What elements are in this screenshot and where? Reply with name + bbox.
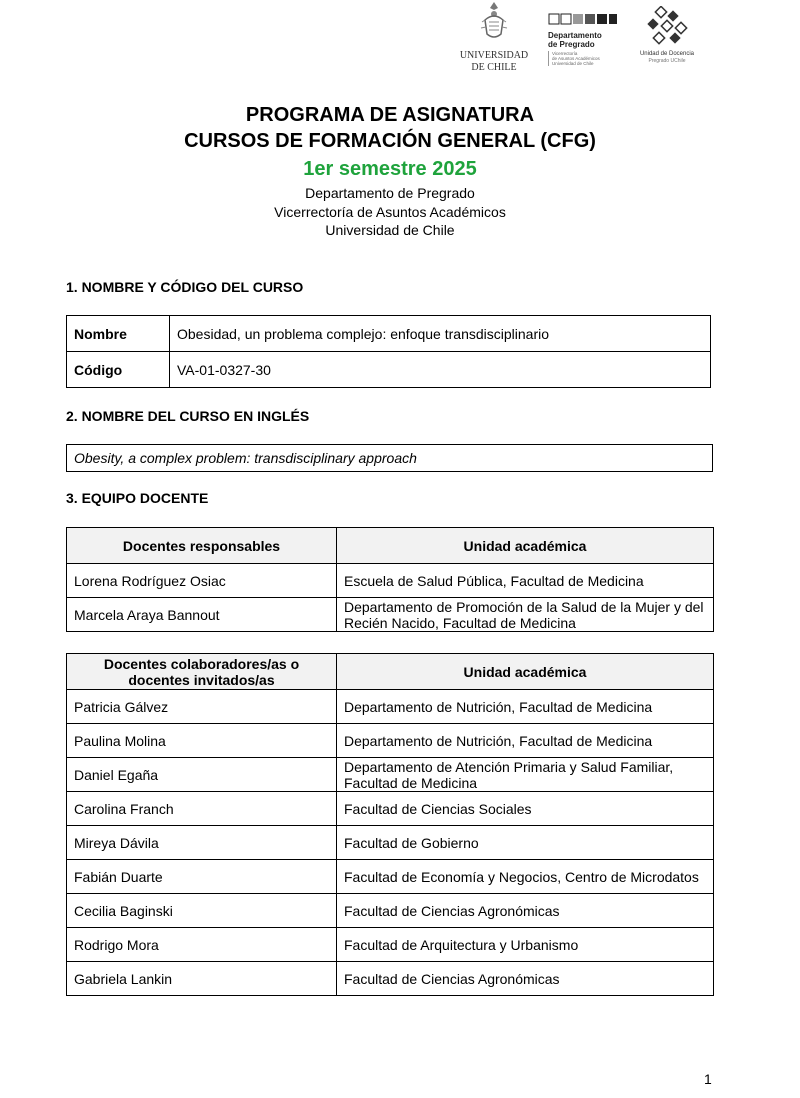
teacher-name: Daniel Egaña [67, 758, 337, 792]
table-row [67, 316, 711, 352]
uchile-logo-line2: DE CHILE [471, 62, 517, 73]
document-title: PROGRAMA DE ASIGNATURA [245, 104, 535, 126]
academic-unit: Escuela de Salud Pública, Facultad de Medicina [337, 564, 714, 598]
course-name-label: Nombre [67, 316, 170, 352]
table-row [67, 445, 713, 472]
teacher-name: Mireya Dávila [67, 826, 337, 860]
table-row [67, 724, 714, 758]
academic-unit: Facultad de Ciencias Sociales [337, 792, 714, 826]
section-2-heading: 2. NOMBRE DEL CURSO EN INGLÉS [66, 408, 310, 424]
teacher-name: Patricia Gálvez [67, 690, 337, 724]
english-name-value: Obesity, a complex problem: transdisciplinary approach [67, 445, 713, 472]
table-header-row [67, 654, 714, 690]
section-3-heading: 3. EQUIPO DOCENTE [66, 490, 209, 506]
pregrado-logo-line1: Departamento [548, 31, 602, 40]
table-row [67, 792, 714, 826]
course-name-value: Obesidad, un problema complejo: enfoque transdisciplinario [170, 316, 711, 352]
pregrado-logo-subtext [548, 51, 628, 66]
collaborating-teachers-table [66, 653, 714, 996]
table-header-row [67, 528, 714, 564]
university-crest-icon [479, 0, 509, 44]
unidad-docencia-mark-icon [645, 6, 689, 46]
teacher-name: Rodrigo Mora [67, 928, 337, 962]
teacher-name: Marcela Araya Bannout [67, 598, 337, 632]
responsible-teachers-table [66, 527, 714, 632]
udocencia-logo-subtext: Pregrado UChile [648, 58, 686, 64]
section-1-heading: 1. NOMBRE Y CÓDIGO DEL CURSO [66, 279, 304, 295]
teacher-name: Fabián Duarte [67, 860, 337, 894]
academic-unit: Departamento de Atención Primaria y Salud Familiar, Facultad de Medicina [337, 758, 714, 792]
teacher-name: Gabriela Lankin [67, 962, 337, 996]
table-row [67, 826, 714, 860]
universidad-de-chile-logo [454, 0, 534, 73]
english-name-table [66, 444, 713, 472]
table-row [67, 860, 714, 894]
pregrado-logo-line2: de Pregrado [548, 40, 595, 49]
academic-unit: Departamento de Promoción de la Salud de la Mujer y del Recién Nacido, Facultad de Medicina [337, 598, 714, 632]
academic-unit: Departamento de Nutrición, Facultad de Medicina [337, 724, 714, 758]
table-row [67, 928, 714, 962]
pregrado-subtext-2: de Asuntos Académicos [552, 56, 600, 61]
header-logos [448, 0, 708, 80]
teacher-name: Paulina Molina [67, 724, 337, 758]
uchile-logo-line1: UNIVERSIDAD [459, 50, 529, 61]
table-row [67, 894, 714, 928]
department-line: Departamento de Pregrado [305, 185, 475, 201]
academic-unit: Facultad de Ciencias Agronómicas [337, 962, 714, 996]
academic-unit: Facultad de Arquitectura y Urbanismo [337, 928, 714, 962]
academic-unit: Facultad de Ciencias Agronómicas [337, 894, 714, 928]
university-line: Universidad de Chile [325, 222, 455, 238]
table-row [67, 962, 714, 996]
udocencia-logo-text: Unidad de Docencia [639, 51, 695, 57]
table-row [67, 690, 714, 724]
course-code-value: VA-01-0327-30 [170, 352, 711, 388]
document-subtitle: CURSOS DE FORMACIÓN GENERAL (CFG) [184, 130, 596, 152]
table-row [67, 758, 714, 792]
table-row [67, 564, 714, 598]
vicerrectoria-line: Vicerrectoría de Asuntos Académicos [274, 204, 506, 220]
teacher-name: Carolina Franch [67, 792, 337, 826]
page-number: 1 [704, 1071, 712, 1087]
table-row [67, 598, 714, 632]
column-header-unit: Unidad académica [337, 528, 714, 564]
departamento-pregrado-logo [548, 12, 628, 66]
course-name-table [66, 315, 711, 388]
teacher-name: Cecilia Baginski [67, 894, 337, 928]
academic-unit: Facultad de Gobierno [337, 826, 714, 860]
semester-label: 1er semestre 2025 [303, 158, 477, 180]
table-row [67, 352, 711, 388]
course-code-label: Código [67, 352, 170, 388]
pregrado-subtext-1: Vicerrectoría [552, 51, 578, 56]
unidad-docencia-logo [632, 6, 702, 64]
column-header-unit: Unidad académica [337, 654, 714, 690]
academic-unit: Departamento de Nutrición, Facultad de Medicina [337, 690, 714, 724]
pregrado-subtext-3: Universidad de Chile [552, 61, 594, 66]
column-header-teachers: Docentes responsables [67, 528, 337, 564]
column-header-collaborators: Docentes colaboradores/as o docentes invitados/as [67, 654, 337, 690]
teacher-name: Lorena Rodríguez Osiac [67, 564, 337, 598]
academic-unit: Facultad de Economía y Negocios, Centro de Microdatos [337, 860, 714, 894]
pregrado-squares-icon [548, 12, 618, 26]
